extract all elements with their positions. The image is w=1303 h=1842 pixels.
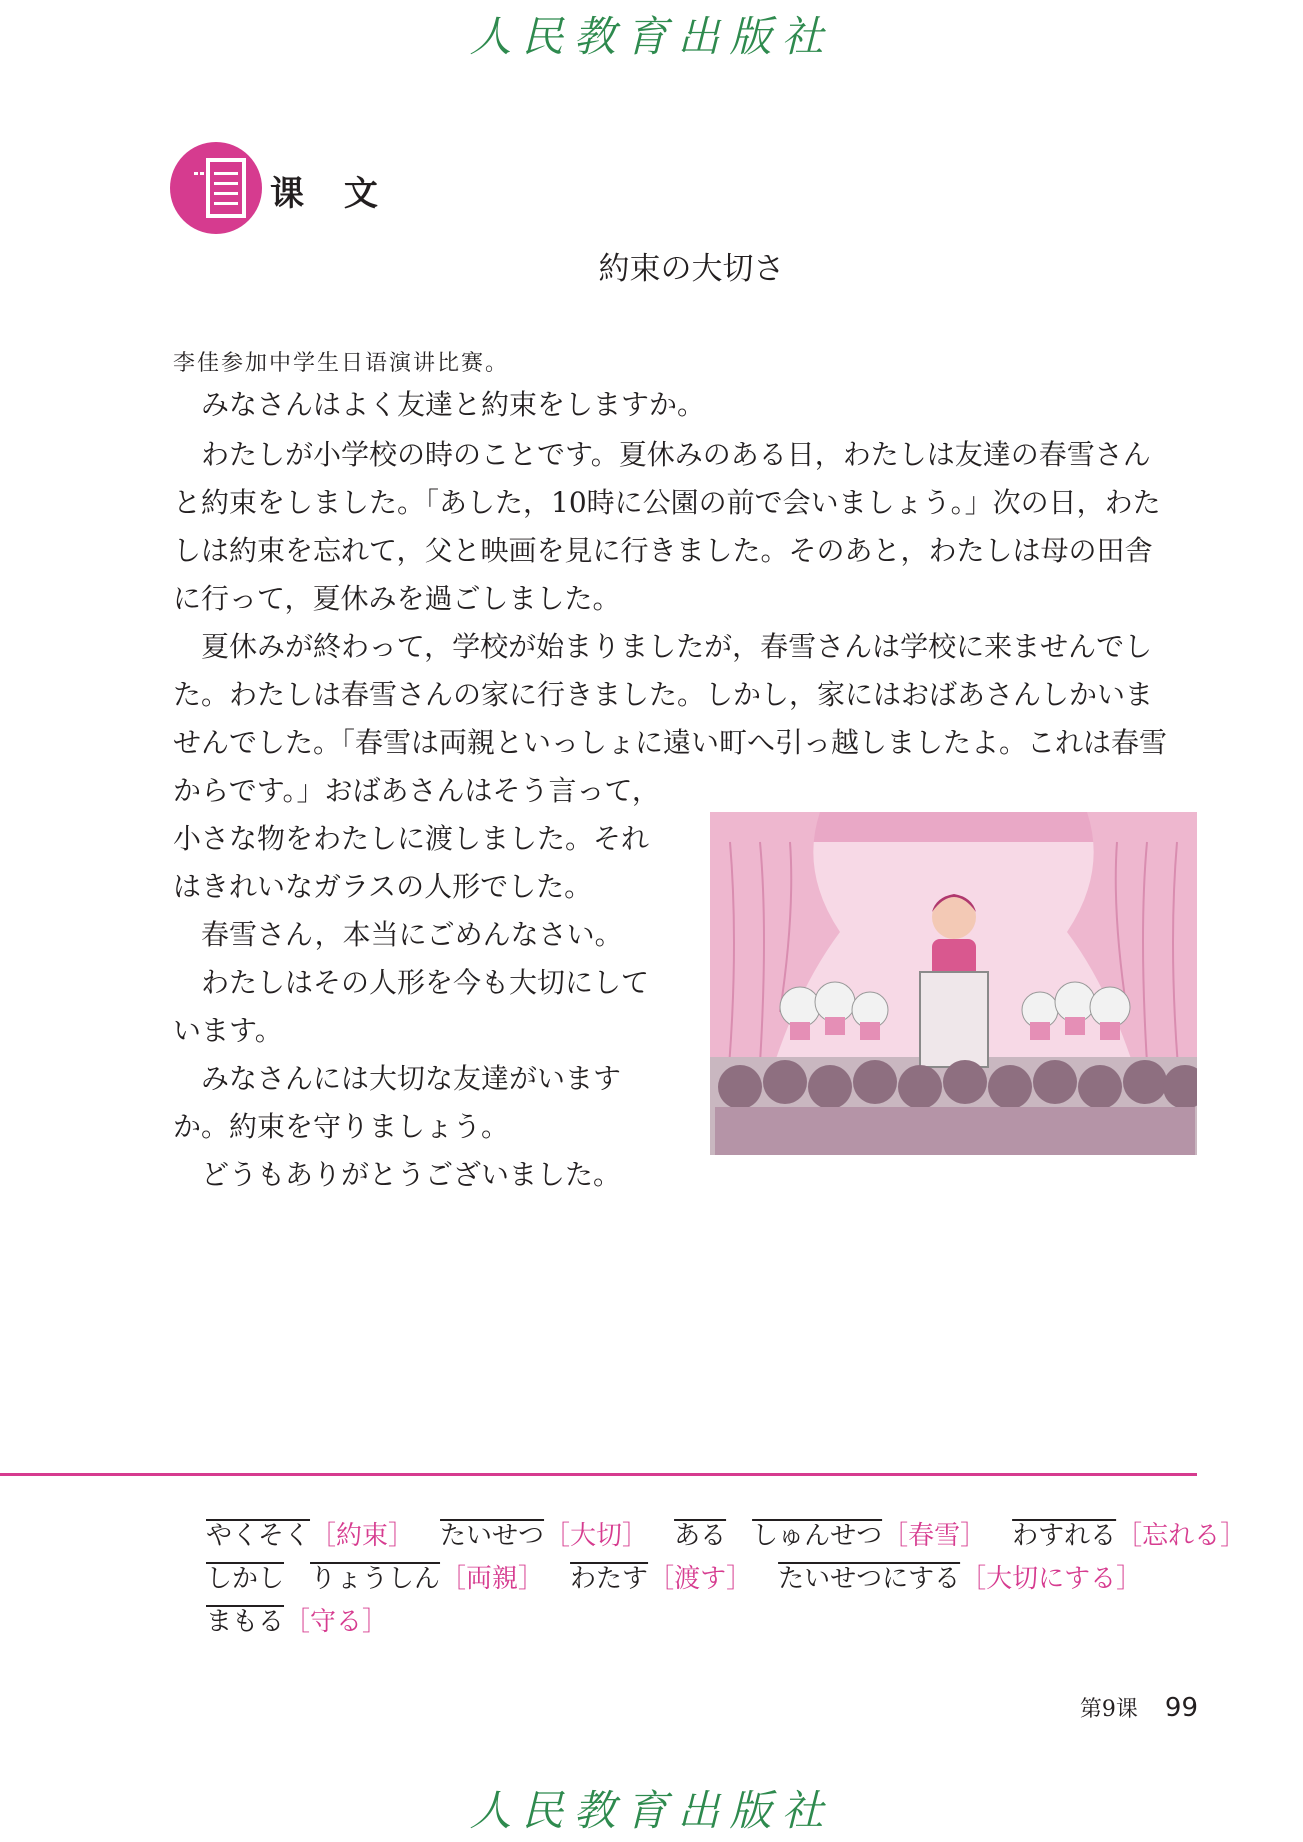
publisher-logo-top: 人民教育出版社 [469,12,834,61]
page-number: 99 [1164,1693,1198,1723]
vocabulary-row [206,1520,1272,1552]
vocabulary-row [206,1606,414,1638]
text-line: からです。」おばあさんはそう言って， [173,774,660,807]
text-line: はきれいなガラスの人形でした。 [173,870,593,903]
vocabulary-kana: りょうしん [310,1564,441,1594]
lesson-text-icon [170,142,262,234]
vocabulary-kana: わたす [570,1564,649,1594]
vocabulary-kanji: ［春雪］ [882,1521,987,1551]
text-line: わたしが小学校の時のことです。夏休みのある日，わたしは友達の春雪さん [173,438,1151,471]
vocabulary-kana: まもる [206,1607,285,1637]
text-line: います。 [173,1014,283,1047]
vocabulary-kana: わすれる [1012,1521,1117,1551]
section-title: 课 文 [270,174,392,214]
text-line: た。わたしは春雪さんの家に行きました。しかし，家にはおばあさんしかいま [173,678,1154,711]
vocabulary-item [570,1563,752,1595]
text-line: みなさんには大切な友達がいます [173,1062,622,1095]
vocabulary-kana: やくそく [206,1521,311,1551]
section-header [170,142,430,232]
vocabulary-row [206,1563,1168,1595]
vocabulary-kana: しゅんせつ [752,1521,883,1551]
text-line: 夏休みが終わって，学校が始まりましたが，春雪さんは学校に来ませんでし [173,630,1153,663]
vocabulary-kanji: ［渡す］ [648,1564,753,1594]
text-line: わたしはその人形を今も大切にして [173,966,650,999]
text-line: と約束をしました。「あした，10時に公園の前で会いましょう。」次の日，わた [173,486,1161,519]
publisher-logo-bottom: 人民教育出版社 [469,1786,834,1835]
vocabulary-kanji: ［約束］ [310,1521,415,1551]
vocabulary-item [778,1563,1142,1595]
vocabulary-item [206,1520,414,1552]
vocabulary-kanji: ［大切］ [544,1521,649,1551]
speech-contest-illustration [710,812,1197,1155]
lesson-title: 約束の大切さ [598,251,785,287]
vocabulary-item [674,1520,726,1552]
vocabulary-kanji: ［守る］ [284,1607,389,1637]
vocabulary-kana: ある [674,1521,727,1551]
text-line: しは約束を忘れて，父と映画を見に行きました。そのあと，わたしは母の田舎 [173,534,1153,567]
vocabulary-item [752,1520,986,1552]
text-line: に行って，夏休みを過ごしました。 [173,582,621,615]
vocabulary-kanji: ［大切にする］ [960,1564,1143,1594]
page-footer [1080,1692,1198,1723]
vocabulary-kana: たいせつにする [778,1564,961,1594]
vocabulary-item [206,1563,284,1595]
lesson-label: 第9课 [1079,1697,1138,1722]
vocabulary-kanji: ［両親］ [440,1564,545,1594]
vocabulary-item [206,1606,388,1638]
vocabulary-item [440,1520,648,1552]
text-line: どうもありがとうございました。 [173,1158,622,1191]
vocabulary-item [1012,1520,1246,1552]
text-line: 春雪さん，本当にごめんなさい。 [173,918,623,951]
vocabulary-kana: しかし [206,1564,285,1594]
vocabulary-kana: たいせつ [440,1521,545,1551]
text-line: 小さな物をわたしに渡しました。それ [173,822,650,855]
vocabulary-divider [0,1473,1197,1476]
text-line: みなさんはよく友達と約束をしますか。 [173,388,706,421]
text-line: か。約束を守りましょう。 [173,1110,510,1143]
vocabulary-item [310,1563,544,1595]
text-line: せんでした。「春雪は両親といっしょに遠い町へ引っ越しましたよ。これは春雪 [173,726,1168,759]
lesson-intro: 李佳参加中学生日语演讲比赛。 [173,351,510,376]
vocabulary-kanji: ［忘れる］ [1116,1521,1247,1551]
